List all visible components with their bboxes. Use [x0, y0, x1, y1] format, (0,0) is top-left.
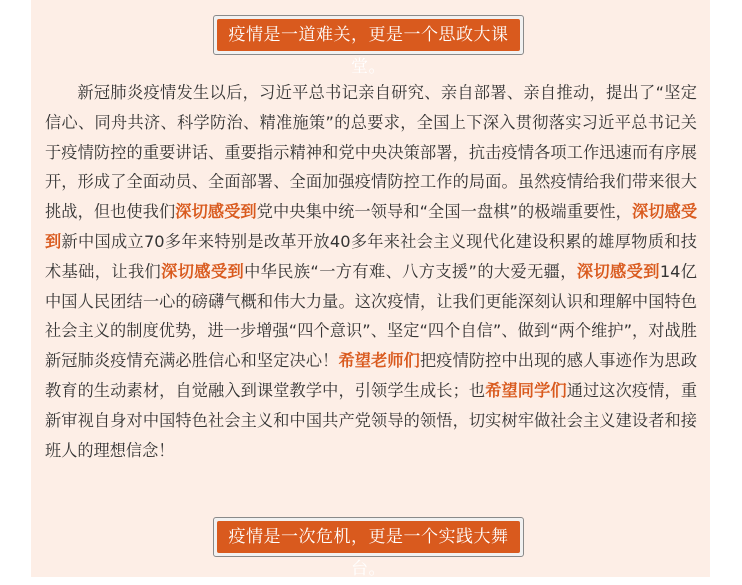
- section-banner-top-label: 疫情是一道难关，更是一个思政大课堂。: [217, 19, 520, 51]
- article-text: 新中国成立70多年来特别是改革开放40多年来社会主义现代化建设积累的雄厚物质和技术基础，让我们: [45, 231, 697, 281]
- article-text: 14亿中国人民团结一心的磅礴气概和伟大力量。这次疫情，让我们更能深刻认识和理解中国特色社会主义的制度优势，进一步增强“四个意识”、坚定“四个自信”、做到“两个维护”，对战胜新冠肺炎疫情充满必胜信心和坚定决心！: [45, 261, 697, 371]
- section-banner-bottom: [213, 517, 524, 579]
- highlight-phrase: 深切感受到: [576, 261, 660, 281]
- highlight-phrase: 希望老师们: [338, 351, 420, 371]
- highlight-phrase: 希望同学们: [485, 380, 567, 400]
- highlight-phrase: 深切感受到: [175, 202, 257, 222]
- highlight-phrase: 深切感受到: [45, 202, 698, 251]
- section-banner-top: [213, 15, 524, 77]
- article-text: 把疫情防控中出现的感人事迹作为思政教育的生动素材，自觉融入到课堂教学中，引领学生成长；也: [45, 351, 698, 400]
- article-panel: [31, 0, 710, 577]
- article-body: [45, 78, 697, 465]
- article-text: 中华民族“一方有难、八方支援”的大爱无疆，: [244, 261, 577, 281]
- highlight-phrase: 深切感受到: [161, 261, 245, 281]
- article-text: 新冠肺炎疫情发生以后，习近平总书记亲自研究、亲自部署、亲自推动，提出了“坚定信心、同舟共济、科学防治、精准施策”的总要求，全国上下深入贯彻落实习近平总书记关于疫情防控的重要讲话、重要指示精神和党中央决策部署，抗击疫情各项工作迅速而有序展开，形成了全面动员、全面部署、全面加强疫情防控工作的局面。虽然疫情给我们带来很大挑战，但也使我们: [45, 83, 697, 222]
- article-text: 党中央集中统一领导和“全国一盘棋”的极端重要性，: [256, 202, 632, 222]
- section-banner-bottom-label: 疫情是一次危机，更是一个实践大舞台。: [217, 521, 520, 553]
- article-text: 通过这次疫情，重新审视自身对中国特色社会主义和中国共产党领导的领悟，切实树牢做社会主义建设者和接班人的理想信念！: [45, 380, 698, 460]
